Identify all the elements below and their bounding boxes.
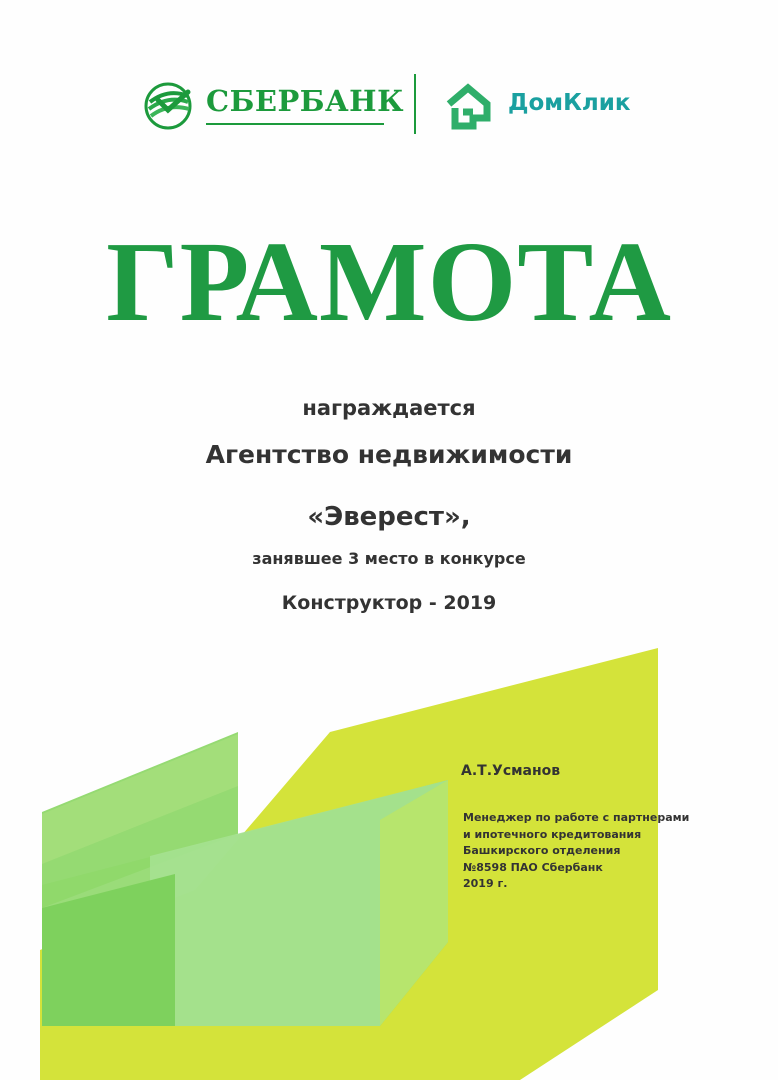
- logo-divider: [414, 74, 416, 134]
- signer-name: А.Т.Усманов: [461, 763, 561, 779]
- award-recipient-type: Агентство недвижимости: [205, 440, 573, 469]
- signer-title-line: №8598 ПАО Сбербанк: [463, 860, 603, 874]
- sberbank-logo-icon: [144, 82, 192, 130]
- domclick-house-icon: [443, 82, 493, 132]
- logo-bar: [0, 70, 778, 140]
- sberbank-name: СБЕРБАНК: [206, 84, 404, 118]
- certificate-title: ГРАМОТА: [106, 218, 672, 345]
- sberbank-underline: [206, 123, 384, 125]
- award-intro: награждается: [302, 396, 476, 420]
- award-place: занявшее 3 место в конкурсе: [252, 549, 526, 568]
- signer-title: [463, 810, 723, 893]
- signer-title-line: Менеджер по работе с партнерами: [463, 811, 690, 824]
- domclick-name: ДомКлик: [508, 90, 631, 116]
- contest-name: Конструктор - 2019: [281, 592, 497, 614]
- signer-date: 2019 г.: [463, 877, 508, 890]
- award-recipient-name: «Эверест»,: [307, 502, 471, 532]
- signer-title-line: и ипотечного кредитования: [463, 827, 642, 841]
- signer-title-line: Башкирского отделения: [463, 844, 621, 857]
